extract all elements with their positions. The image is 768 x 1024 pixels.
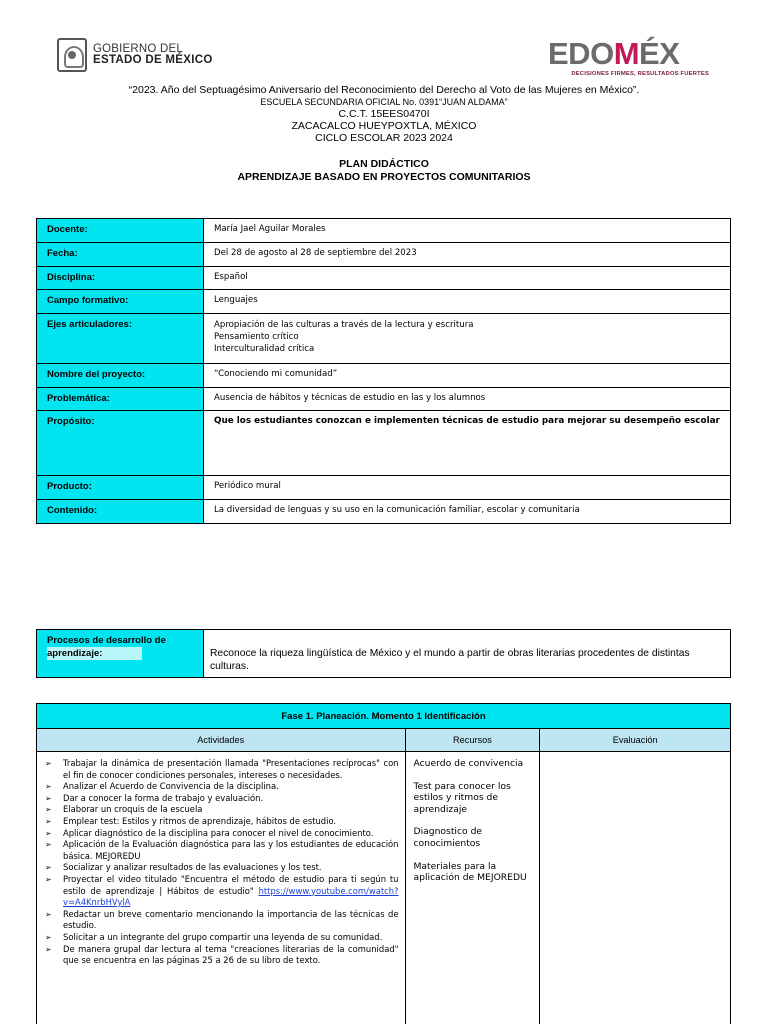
edomex-logo [548, 38, 713, 77]
edomex-part2: ÉX [639, 36, 680, 71]
arrow-bullet-icon: ➢ [45, 932, 52, 942]
eje-item: Apropiación de las culturas a través de la lectura y escritura [214, 320, 474, 330]
activity-item: ➢ De manera grupal dar lectura al tema "creaciones literarias de la comunidad" que se encuentra en las páginas 25 a 26 de su libro de texto. [45, 943, 399, 966]
proyecto-label: Nombre del proyecto: [37, 364, 204, 388]
disciplina-label: Disciplina: [37, 267, 204, 290]
row-fecha [37, 243, 731, 267]
activity-item: ➢ Redactar un breve comentario mencionando la importancia de las técnicas de estudio. [45, 908, 399, 931]
fase-table [36, 703, 731, 1024]
row-contenido [37, 500, 731, 524]
proyecto-value: “Conociendo mi comunidad” [204, 364, 731, 388]
row-ejes [37, 314, 731, 364]
resources-cell [405, 752, 540, 1024]
activity-item: ➢ Dar a conocer la forma de trabajo y evaluación. [45, 792, 264, 803]
fase-columns-row [37, 729, 731, 752]
state-seal-icon [57, 38, 87, 72]
resource-item: Test para conocer los estilos y ritmos de aprendizaje [413, 780, 511, 815]
fase-content-row [37, 752, 731, 1024]
arrow-bullet-icon: ➢ [45, 759, 52, 768]
title-line1: PLAN DIDÁCTICO [339, 158, 429, 170]
ejes-label: Ejes articuladores: [37, 314, 204, 364]
row-docente [37, 219, 731, 243]
activity-item: ➢ Aplicación de la Evaluación diagnóstica para las y los estudiantes de educación básica. MEJOREDU [45, 839, 399, 861]
contenido-label: Contenido: [37, 500, 204, 524]
edomex-tagline: DECISIONES FIRMES, RESULTADOS FUERTES [571, 71, 709, 77]
school-cycle: CICLO ESCOLAR 2023 2024 [315, 132, 453, 144]
campo-label: Campo formativo: [37, 290, 204, 314]
col-recursos: Recursos [405, 729, 540, 752]
fecha-value: Del 28 de agosto al 28 de septiembre del 2023 [204, 243, 731, 267]
row-disciplina [37, 267, 731, 290]
activity-item: ➢ Elaborar un croquis de la escuela [45, 804, 203, 815]
gobierno-line2: ESTADO DE MÉXICO [93, 54, 213, 66]
document-header [0, 84, 768, 144]
producto-label: Producto: [37, 476, 204, 500]
edomex-m-icon: M [613, 36, 640, 71]
proposito-value: Que los estudiantes conozcan e implementen técnicas de estudio para mejorar su desempeño escolar [204, 411, 731, 476]
fase-title: Fase 1. Planeación. Momento 1 Identificación [37, 704, 731, 729]
eje-item: Interculturalidad crítica [214, 344, 315, 354]
fecha-label: Fecha: [37, 243, 204, 267]
docente-label: Docente: [37, 219, 204, 243]
disciplina-value: Español [204, 267, 731, 290]
arrow-bullet-icon: ➢ [45, 793, 52, 803]
arrow-bullet-icon: ➢ [45, 909, 52, 919]
activity-item: ➢ Analizar el Acuerdo de Convivencia de la disciplina. [45, 781, 279, 792]
gobierno-line1: GOBIERNO DEL [93, 42, 183, 55]
title-line2: APRENDIZAJE BASADO EN PROYECTOS COMUNITARIOS [237, 171, 531, 183]
procesos-label [37, 630, 204, 678]
arrow-bullet-icon: ➢ [45, 782, 52, 792]
video-link[interactable]: https://www.youtube.com/watch?v=A4KnrbHVylA [63, 885, 399, 908]
col-actividades: Actividades [37, 729, 406, 752]
ejes-values [204, 314, 731, 364]
docente-value: María Jael Aguilar Morales [204, 219, 731, 243]
procesos-value: Reconoce la riqueza lingüística de México y el mundo a partir de obras literarias procedentes de distintas culturas. [204, 630, 731, 678]
gobierno-estado-mexico-logo [57, 38, 213, 72]
info-table [36, 218, 731, 524]
row-problematica [37, 388, 731, 411]
procesos-table [36, 629, 731, 678]
arrow-bullet-icon: ➢ [45, 944, 52, 954]
activity-item: ➢ Socializar y analizar resultados de las evaluaciones y los test. [45, 862, 322, 873]
row-proposito [37, 411, 731, 476]
gobierno-text [93, 44, 213, 67]
fase-title-row [37, 704, 731, 729]
edomex-wordmark [548, 38, 713, 69]
activity-item-video: ➢ Proyectar el video titulado "Encuentra el método de estudio para ti según tu estilo de aprendizaje | Hábitos de estudio" https://www.youtube.com/watch?v=A4KnrbHVylA [45, 873, 399, 908]
school-location: ZACACALCO HUEYPOXTLA, MÉXICO [291, 120, 477, 132]
school-cct: C.C.T. 15EES0470I [338, 108, 430, 120]
procesos-label-line1: Procesos de desarrollo de [47, 635, 166, 646]
evaluation-cell [540, 752, 731, 1024]
activities-cell [37, 752, 406, 1024]
row-procesos [37, 630, 731, 678]
proposito-label: Propósito: [37, 411, 204, 476]
problematica-value: Ausencia de hábitos y técnicas de estudio en las y los alumnos [204, 388, 731, 411]
activity-item: ➢ Trabajar la dinámica de presentación llamada "Presentaciones recíprocas" con el fin de conocer condiciones personales, intereses o necesidades. [45, 758, 399, 780]
activity-item: ➢ Solicitar a un integrante del grupo compartir una leyenda de su comunidad. [45, 931, 383, 942]
procesos-label-line2: aprendizaje: [47, 647, 142, 660]
resource-item: Acuerdo de convivencia [413, 758, 524, 769]
producto-value: Periódico mural [204, 476, 731, 500]
school-name: ESCUELA SECUNDARIA OFICIAL No. 0391“JUAN ALDAMA” [260, 97, 508, 107]
resource-item: Materiales para la aplicación de MEJOREDU [413, 860, 527, 884]
campo-value: Lenguajes [204, 290, 731, 314]
arrow-bullet-icon: ➢ [45, 805, 52, 815]
arrow-bullet-icon: ➢ [45, 863, 52, 873]
row-campo [37, 290, 731, 314]
eje-item: Pensamiento crítico [214, 332, 299, 342]
year-motto: “2023. Año del Septuagésimo Aniversario del Reconocimiento del Derecho al Voto de las Mujeres en México”. [128, 84, 640, 96]
arrow-bullet-icon: ➢ [45, 840, 52, 850]
resource-item: Diagnostico de conocimientos [413, 826, 483, 849]
edomex-part1: EDO [548, 36, 614, 71]
activity-item: ➢ Aplicar diagnóstico de la disciplina para conocer el nivel de conocimiento. [45, 827, 374, 838]
document-title [0, 158, 768, 184]
row-proyecto [37, 364, 731, 388]
problematica-label: Problemática: [37, 388, 204, 411]
activity-item: ➢ Emplear test: Estilos y ritmos de aprendizaje, hábitos de estudio. [45, 815, 337, 826]
arrow-bullet-icon: ➢ [45, 874, 52, 884]
row-producto [37, 476, 731, 500]
col-evaluacion: Evaluación [540, 729, 731, 752]
arrow-bullet-icon: ➢ [45, 828, 52, 838]
activities-list [45, 758, 399, 967]
contenido-value: La diversidad de lenguas y su uso en la comunicación familiar, escolar y comunitaria [204, 500, 731, 524]
arrow-bullet-icon: ➢ [45, 816, 52, 826]
